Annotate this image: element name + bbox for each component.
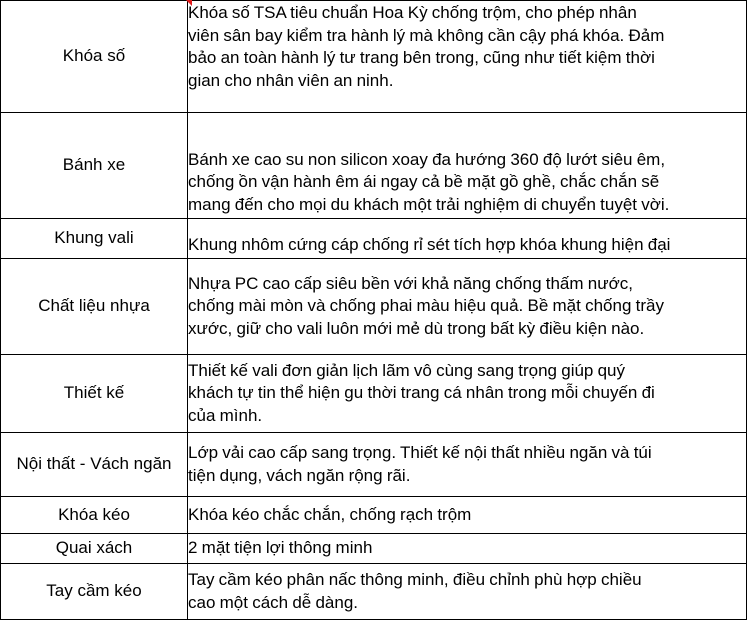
row-value: Khóa số TSA tiêu chuẩn Hoa Kỳ chống trộm, cho phép nhân viên sân bay kiểm tra hành lý mà không cần cậy phá khóa. Đảm bảo an toàn hành lý tư trang bên trong, cũng như tiết kiệm thời gian cho nhân viên an ninh.	[188, 1, 747, 113]
table-row-noi-that	[1, 433, 747, 497]
row-value: 2 mặt tiện lợi thông minh	[188, 534, 747, 564]
table-row-khoa-keo	[1, 497, 747, 534]
row-label: Khóa số	[1, 1, 188, 113]
table-row-thiet-ke	[1, 355, 747, 433]
table-row-khoa-so	[1, 1, 747, 113]
row-value: Bánh xe cao su non silicon xoay đa hướng 360 độ lướt siêu êm, chống ồn vận hành êm ái ngay cả bề mặt gồ ghề, chắc chắn sẽ mang đến cho mọi du khách một trải nghiệm di chuyển tuyệt vời.	[188, 113, 747, 219]
table-row-banh-xe	[1, 113, 747, 219]
row-label: Nội thất - Vách ngăn	[1, 433, 188, 497]
table-row-chat-lieu-nhua	[1, 259, 747, 355]
row-label: Bánh xe	[1, 113, 188, 219]
row-value: Lớp vải cao cấp sang trọng. Thiết kế nội thất nhiều ngăn và túi tiện dụng, vách ngăn rộng rãi.	[188, 433, 747, 497]
row-value: Nhựa PC cao cấp siêu bền với khả năng chống thấm nước, chống mài mòn và chống phai màu hiệu quả. Bề mặt chống trầy xước, giữ cho vali luôn mới mẻ dù trong bất kỳ điều kiện nào.	[188, 259, 747, 355]
row-value: Thiết kế vali đơn giản lịch lãm vô cùng sang trọng giúp quý khách tự tin thể hiện gu thời trang cá nhân trong mỗi chuyến đi của mình.	[188, 355, 747, 433]
table-row-quai-xach	[1, 534, 747, 564]
row-label: Chất liệu nhựa	[1, 259, 188, 355]
row-label: Quai xách	[1, 534, 188, 564]
row-label: Thiết kế	[1, 355, 188, 433]
row-value: Tay cầm kéo phân nấc thông minh, điều chỉnh phù hợp chiều cao một cách dễ dàng.	[188, 564, 747, 620]
comment-indicator-icon	[186, 0, 192, 6]
row-value: Khóa kéo chắc chắn, chống rạch trộm	[188, 497, 747, 534]
row-value: Khung nhôm cứng cáp chống rỉ sét tích hợp khóa khung hiện đại	[188, 219, 747, 259]
row-label: Tay cầm kéo	[1, 564, 188, 620]
row-label: Khóa kéo	[1, 497, 188, 534]
row-label: Khung vali	[1, 219, 188, 259]
table-row-tay-cam-keo	[1, 564, 747, 620]
table-row-khung-vali	[1, 219, 747, 259]
